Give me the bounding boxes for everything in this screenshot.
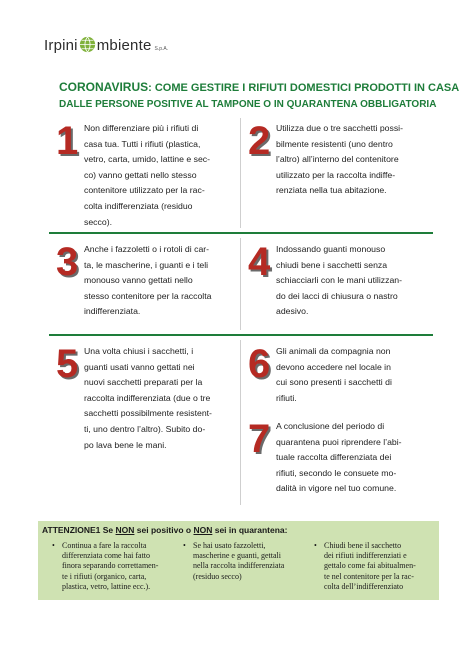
step-text-4 (276, 242, 426, 320)
text-line: l’altro) all’interno del contenitore (276, 154, 399, 165)
text-line: bilmente resistenti (uno dentro (276, 138, 393, 149)
attention-heading-part: sei in quarantena: (212, 525, 288, 535)
section-divider (49, 232, 433, 234)
text-line: secco). (84, 216, 113, 227)
attention-heading (42, 525, 287, 535)
attention-heading-part: sei positivo o (134, 525, 194, 535)
title-line-1 (59, 80, 460, 94)
logo-text-left: Irpini (44, 37, 78, 54)
page-title (59, 80, 460, 110)
bullet-icon: • (183, 541, 186, 550)
text-line: contenitore utilizzato per la rac- (84, 185, 205, 196)
column-divider (240, 118, 241, 228)
text-line: tuale raccolta differenziata dei (276, 452, 392, 463)
text-line: sacchetti possibilmente resistent- (84, 408, 212, 419)
title-line-1-rest: : COME GESTIRE I RIFIUTI DOMESTICI PRODOTTI IN CASA (148, 82, 460, 94)
section-divider (49, 334, 433, 336)
text-line: indifferenziata. (84, 306, 141, 317)
step-text-1 (84, 121, 232, 230)
text-line: Se hai usato fazzoletti, (193, 541, 266, 550)
text-line: Una volta chiusi i sacchetti, i (84, 346, 194, 356)
text-line: colta dell’indifferenziato (324, 581, 404, 591)
company-logo (44, 33, 168, 54)
text-line: Continua a fare la raccolta (62, 541, 147, 550)
text-line: ta, le mascherine, i guanti e i teli (84, 259, 209, 270)
step-number-6: 6 (248, 342, 271, 386)
text-line: Gli animali da compagnia non (276, 346, 391, 356)
text-line: colta indifferenziata (residuo (84, 200, 193, 211)
text-line: renziata nella tua abitazione. (276, 185, 387, 196)
text-line: Indossando guanti monouso (276, 244, 386, 254)
text-line: Anche i fazzoletti o i rotoli di car- (84, 244, 210, 254)
leaf-globe-icon (79, 36, 96, 53)
bullet-icon: • (314, 541, 317, 550)
attention-box (38, 521, 439, 600)
text-line: vetro, carta, umido, lattine e sec- (84, 154, 211, 165)
step-text-2 (276, 121, 426, 199)
text-line: differenziata come hai fatto (62, 551, 151, 561)
text-line: cui sono presenti i sacchetti di (276, 377, 392, 388)
text-line: gettalo come fai abitualmen- (324, 561, 416, 571)
column-divider (240, 340, 241, 505)
text-line: chiudi bene i sacchetti senza (276, 259, 388, 270)
attention-item-1 (52, 541, 174, 592)
step-text-5 (84, 344, 232, 453)
step-number-7: 7 (248, 417, 271, 461)
text-line: nella raccolta indifferenziata (193, 561, 285, 571)
text-line: quarantena puoi riprendere l’abi- (276, 436, 402, 447)
text-line: plastica, vetro, lattine ecc.). (62, 581, 151, 591)
text-line: adesivo. (276, 306, 309, 317)
step-number-2: 2 (248, 119, 271, 163)
step-number-3: 3 (56, 240, 79, 284)
step-text-3 (84, 242, 232, 320)
step-text-6 (276, 344, 426, 406)
text-line: schiacciarli con le mani utilizzan- (276, 275, 403, 286)
attention-heading-non: NON (193, 525, 213, 535)
text-line: casa tua. Tutti i rifiuti (plastica, (84, 138, 201, 149)
text-line: ti, uno dentro l’altro). Subito do- (84, 423, 206, 434)
column-divider (240, 238, 241, 330)
text-line: monouso vanno gettati nello (84, 275, 193, 286)
text-line: Non differenziare più i rifiuti di (84, 123, 199, 133)
attention-heading-part: ATTENZIONE1 Se (42, 525, 116, 535)
attention-item-3 (314, 541, 436, 592)
text-line: co) vanno gettati nello stesso (84, 169, 197, 180)
text-line: Utilizza due o tre sacchetti possi- (276, 123, 403, 133)
text-line: guanti usati vanno gettati nei (84, 361, 195, 372)
attention-item-2 (183, 541, 301, 582)
text-line: mascherine e guanti, gettali (193, 551, 281, 561)
text-line: po lava bene le mani. (84, 439, 167, 450)
logo-suffix: S.p.A. (154, 46, 169, 52)
text-line: nuovi sacchetti preparati per la (84, 377, 203, 388)
text-line: te nel contenitore per la rac- (324, 571, 414, 581)
text-line: A conclusione del periodo di (276, 421, 385, 431)
text-line: Chiudi bene il sacchetto (324, 541, 402, 550)
step-number-4: 4 (248, 240, 271, 284)
text-line: dei rifiuti indifferenziati e (324, 551, 407, 561)
text-line: utilizzato per la raccolta indiffe- (276, 169, 396, 180)
text-line: rifiuti. (276, 392, 297, 403)
text-line: stesso contenitore per la raccolta (84, 290, 212, 301)
text-line: do dei lacci di chiusura o nastro (276, 290, 398, 301)
bullet-icon: • (52, 541, 55, 550)
text-line: raccolta indifferenziata (due o tre (84, 392, 211, 403)
text-line: devono accedere nel locale in (276, 361, 391, 372)
text-line: finora separando correttamen- (62, 561, 159, 571)
logo-text-right: mbiente (96, 37, 152, 54)
text-line: te i rifiuti (organico, carta, (62, 571, 147, 581)
text-line: (residuo secco) (193, 571, 242, 581)
text-line: rifiuti, secondo le consuete mo- (276, 467, 397, 478)
step-text-7 (276, 419, 426, 497)
text-line: dalità in vigore nel tuo comune. (276, 483, 397, 494)
title-line-2: DALLE PERSONE POSITIVE AL TAMPONE O IN QUARANTENA OBBLIGATORIA (59, 99, 437, 110)
title-prefix: CORONAVIRUS (59, 80, 149, 94)
step-number-5: 5 (56, 342, 79, 386)
attention-heading-non: NON (115, 525, 135, 535)
step-number-1: 1 (56, 119, 79, 163)
